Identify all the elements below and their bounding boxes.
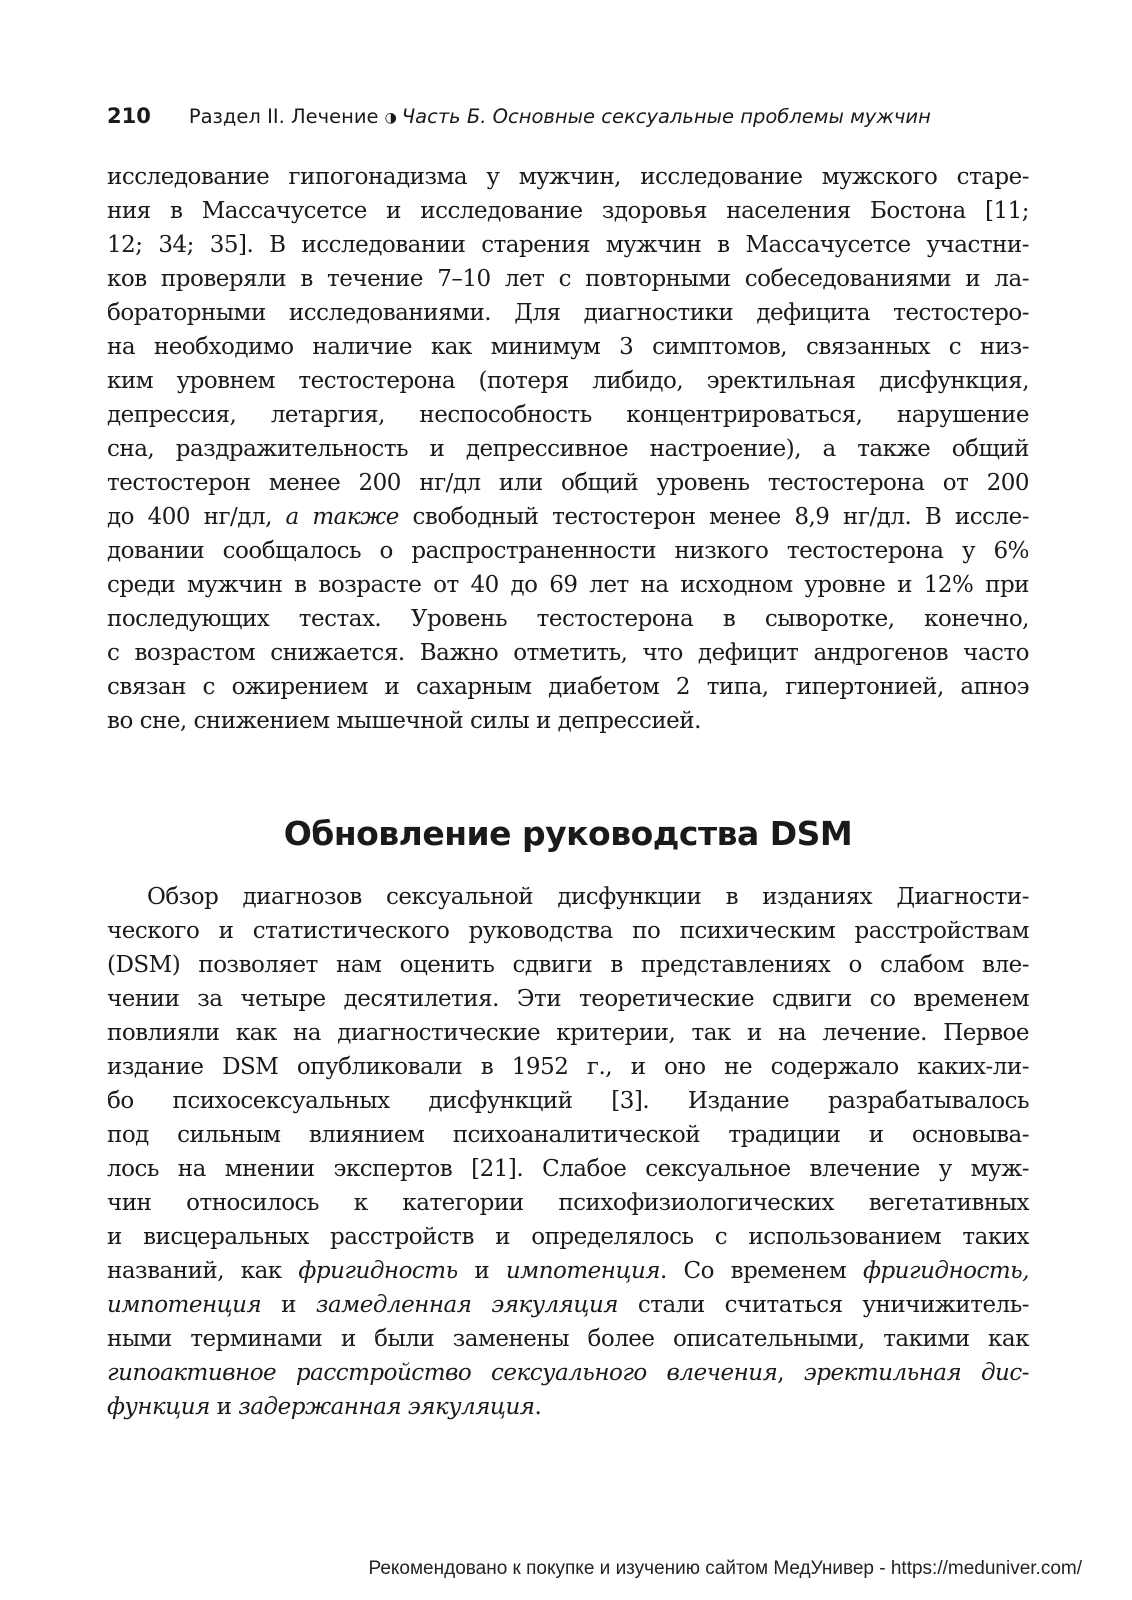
text-line: [107, 1356, 1029, 1390]
text-line: во сне, снижением мышечной силы и депрессией.: [107, 708, 701, 734]
text-span: до 400 нг/дл,: [107, 504, 286, 530]
text-line: 12; 34; 35]. В исследовании старения мужчин в Массачусетсе участни-: [107, 232, 1029, 258]
text-line: ными терминами и были заменены более описательными, такими как: [107, 1326, 1029, 1352]
text-line: повлияли как на диагностические критерии, так и на лечение. Первое: [107, 1020, 1029, 1046]
page-number: 210: [107, 104, 151, 128]
text-line: Обзор диагнозов сексуальной дисфункции в изданиях Диагности-: [147, 884, 1029, 910]
text-line: [107, 1288, 1029, 1322]
text-span: названий, как: [107, 1258, 299, 1284]
text-line: чении за четыре десятилетия. Эти теоретические сдвиги со временем: [107, 986, 1029, 1012]
text-line: чин относилось к категории психофизиологических вегетативных: [107, 1190, 1029, 1216]
separator-icon: ◑: [384, 110, 397, 126]
text-line: под сильным влиянием психоаналитической традиции и основыва-: [107, 1122, 1029, 1148]
emphasis-text: фригидность,: [862, 1258, 1030, 1284]
section-title: Раздел II. Лечение: [188, 105, 379, 128]
section-heading: Обновление руководства DSM: [283, 814, 853, 853]
text-line: ким уровнем тестостерона (потеря либидо, эректильная дисфункция,: [107, 368, 1029, 394]
text-line: тестостерон менее 200 нг/дл или общий уровень тестостерона от 200: [107, 470, 1029, 496]
text-span: и: [261, 1292, 316, 1318]
emphasis-text: импотенция: [505, 1258, 661, 1284]
text-span: .: [534, 1394, 542, 1420]
text-line: и висцеральных расстройств и определялось с использованием таких: [107, 1224, 1029, 1250]
text-line: на необходимо наличие как минимум 3 симптомов, связанных с низ-: [107, 334, 1029, 360]
emphasis-text: эректильная дис-: [803, 1360, 1030, 1386]
text-line: депрессия, летаргия, неспособность концентрироваться, нарушение: [107, 402, 1029, 428]
text-line: бо психосексуальных дисфункций [3]. Издание разрабатывалось: [107, 1088, 1029, 1114]
text-span: ,: [777, 1360, 804, 1386]
text-span: стали считаться уничижитель-: [618, 1292, 1029, 1318]
text-line: связан с ожирением и сахарным диабетом 2 типа, гипертонией, апноэ: [107, 674, 1029, 700]
text-line: (DSM) позволяет нам оценить сдвиги в представлениях о слабом вле-: [107, 952, 1029, 978]
text-span: и: [209, 1394, 239, 1420]
text-line: сна, раздражительность и депрессивное настроение), а также общий: [107, 436, 1029, 462]
text-line: ния в Массачусетсе и исследование здоровья населения Бостона [11;: [107, 198, 1029, 224]
part-title: Часть Б. Основные сексуальные проблемы мужчин: [401, 105, 931, 128]
text-line: ческого и статистического руководства по психическим расстройствам: [107, 918, 1029, 944]
text-line: [107, 1390, 1029, 1424]
paragraph-1: [107, 160, 1029, 738]
text-span: . Со временем: [660, 1258, 863, 1284]
text-line: [107, 1254, 1029, 1288]
emphasis-text: импотенция: [107, 1292, 262, 1318]
text-span: и: [457, 1258, 506, 1284]
text-line: среди мужчин в возрасте от 40 до 69 лет на исходном уровне и 12% при: [107, 572, 1029, 598]
emphasis-text: фригидность: [298, 1258, 458, 1284]
emphasis-text: функция: [107, 1394, 210, 1420]
text-line: ков проверяли в течение 7–10 лет с повторными собеседованиями и ла-: [107, 266, 1029, 292]
text-line: лось на мнении экспертов [21]. Слабое сексуальное влечение у муж-: [107, 1156, 1029, 1182]
text-line: [107, 500, 1029, 534]
text-line: последующих тестах. Уровень тестостерона в сыворотке, конечно,: [107, 606, 1029, 632]
running-head: [107, 100, 1027, 132]
text-line: довании сообщалось о распространенности низкого тестостерона у 6%: [107, 538, 1029, 564]
footer-watermark: Рекомендовано к покупке и изучению сайтом МедУнивер - https://meduniver.com/: [368, 1558, 1082, 1579]
text-line: издание DSM опубликовали в 1952 г., и оно не содержало каких-ли-: [107, 1054, 1029, 1080]
text-line: исследование гипогонадизма у мужчин, исследование мужского старе-: [107, 164, 1029, 190]
emphasis-text: а также: [285, 504, 399, 530]
emphasis-text: гипоактивное расстройство сексуального влечения: [107, 1360, 778, 1386]
paragraph-2: [107, 880, 1029, 1424]
text-line: бораторными исследованиями. Для диагностики дефицита тестостеро-: [107, 300, 1029, 326]
text-line: с возрастом снижается. Важно отметить, что дефицит андрогенов часто: [107, 640, 1029, 666]
emphasis-text: задержанная эякуляция: [238, 1394, 535, 1420]
emphasis-text: замедленная эякуляция: [315, 1292, 618, 1318]
text-span: свободный тестостерон менее 8,9 нг/дл. В иссле-: [398, 504, 1029, 530]
